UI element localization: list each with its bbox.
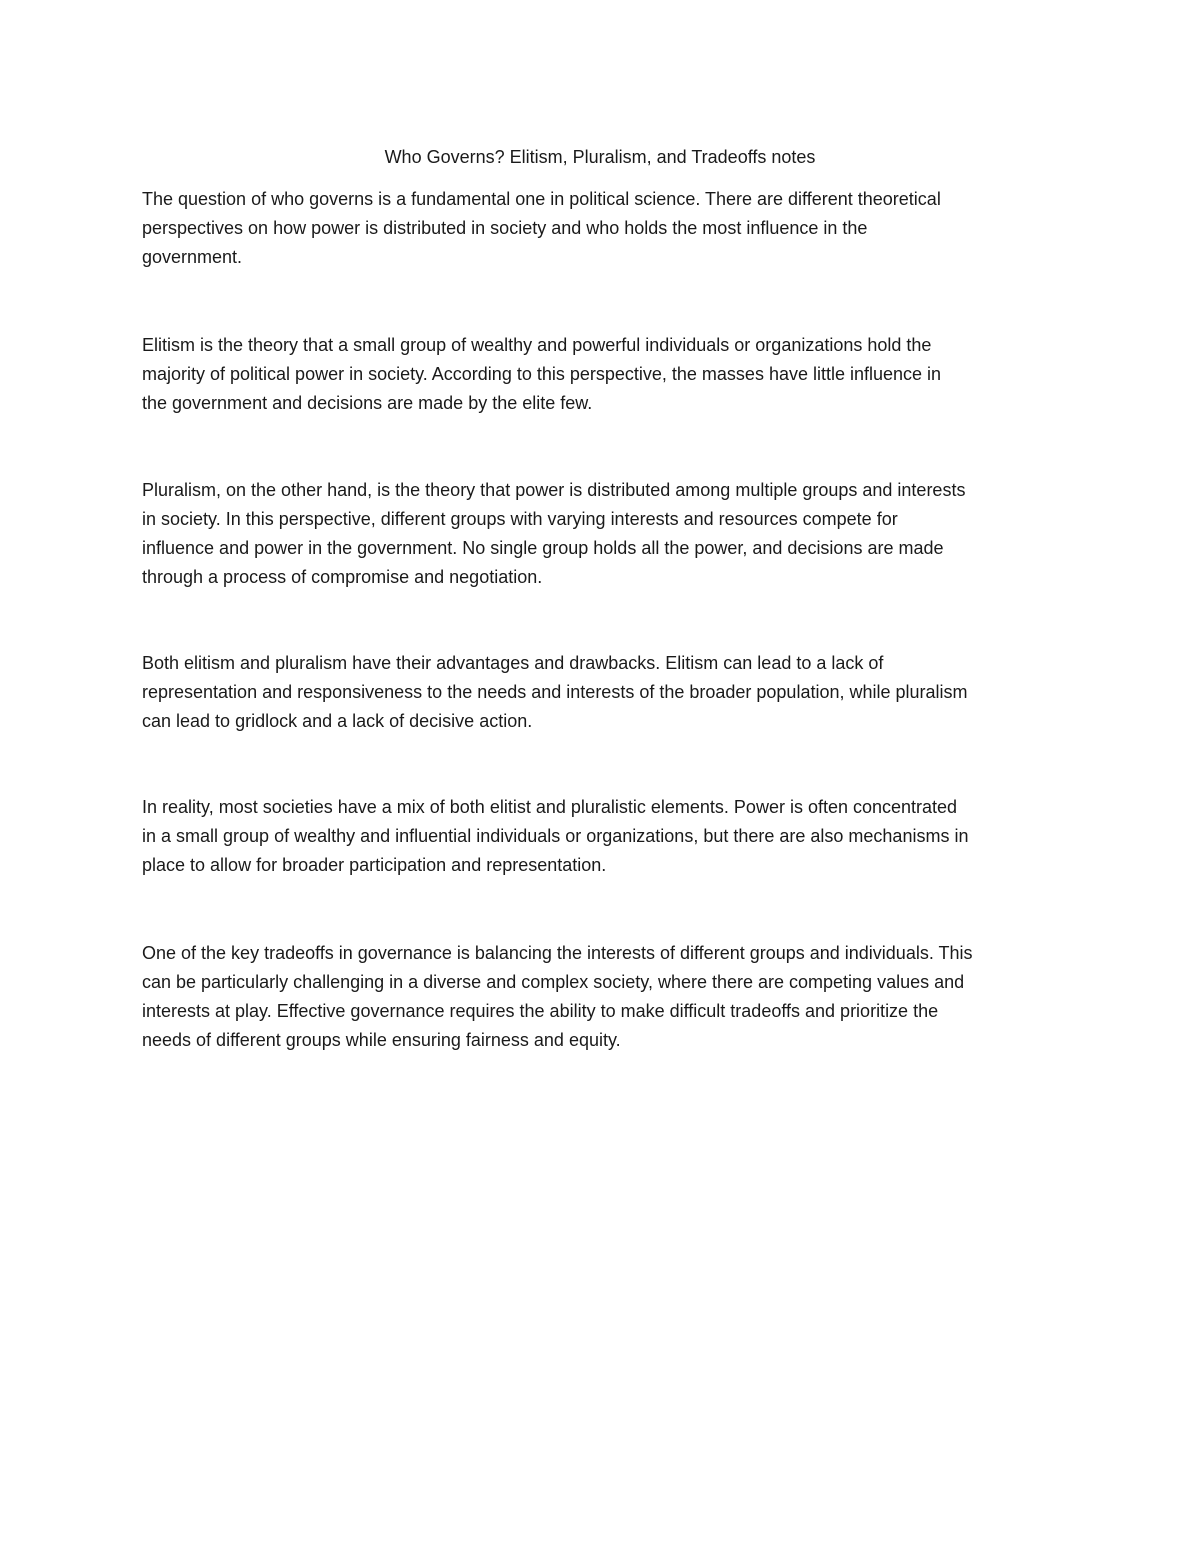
paragraph-line: One of the key tradeoffs in governance is balancing the interests of different groups and individuals. This: [142, 943, 973, 963]
paragraph-pluralism: [142, 476, 1062, 592]
paragraph-line: the government and decisions are made by the elite few.: [142, 393, 593, 413]
paragraph-line: In reality, most societies have a mix of both elitist and pluralistic elements. Power is often concentrated: [142, 797, 958, 817]
paragraph-line: needs of different groups while ensuring fairness and equity.: [142, 1030, 621, 1050]
paragraph-tradeoffs: [142, 939, 1062, 1055]
paragraph-line: in society. In this perspective, different groups with varying interests and resources compete for: [142, 509, 898, 529]
paragraph-line: representation and responsiveness to the needs and interests of the broader population, while pluralism: [142, 682, 968, 702]
paragraph-elitism: [142, 331, 1062, 418]
paragraph-line: through a process of compromise and negotiation.: [142, 567, 543, 587]
paragraph-line: influence and power in the government. No single group holds all the power, and decisions are made: [142, 538, 944, 558]
paragraph-line: government.: [142, 247, 243, 267]
paragraph-advantages: [142, 649, 1062, 736]
paragraph-line: Pluralism, on the other hand, is the theory that power is distributed among multiple groups and interests: [142, 480, 966, 500]
paragraph-line: in a small group of wealthy and influential individuals or organizations, but there are also mechanisms in: [142, 826, 969, 846]
document-title: Who Governs? Elitism, Pluralism, and Tradeoffs notes: [384, 147, 816, 167]
paragraph-intro: [142, 185, 1062, 272]
paragraph-line: The question of who governs is a fundamental one in political science. There are different theoretical: [142, 189, 941, 209]
paragraph-line: interests at play. Effective governance requires the ability to make difficult tradeoffs and prioritize the: [142, 1001, 939, 1021]
paragraph-reality: [142, 793, 1062, 880]
paragraph-line: Elitism is the theory that a small group of wealthy and powerful individuals or organizations hold the: [142, 335, 932, 355]
paragraph-line: place to allow for broader participation and representation.: [142, 855, 607, 875]
paragraph-line: can lead to gridlock and a lack of decisive action.: [142, 711, 533, 731]
paragraph-line: Both elitism and pluralism have their advantages and drawbacks. Elitism can lead to a lack of: [142, 653, 884, 673]
paragraph-line: majority of political power in society. According to this perspective, the masses have little influence in: [142, 364, 942, 384]
paragraph-line: can be particularly challenging in a diverse and complex society, where there are competing values and: [142, 972, 965, 992]
paragraph-line: perspectives on how power is distributed in society and who holds the most influence in the: [142, 218, 868, 238]
